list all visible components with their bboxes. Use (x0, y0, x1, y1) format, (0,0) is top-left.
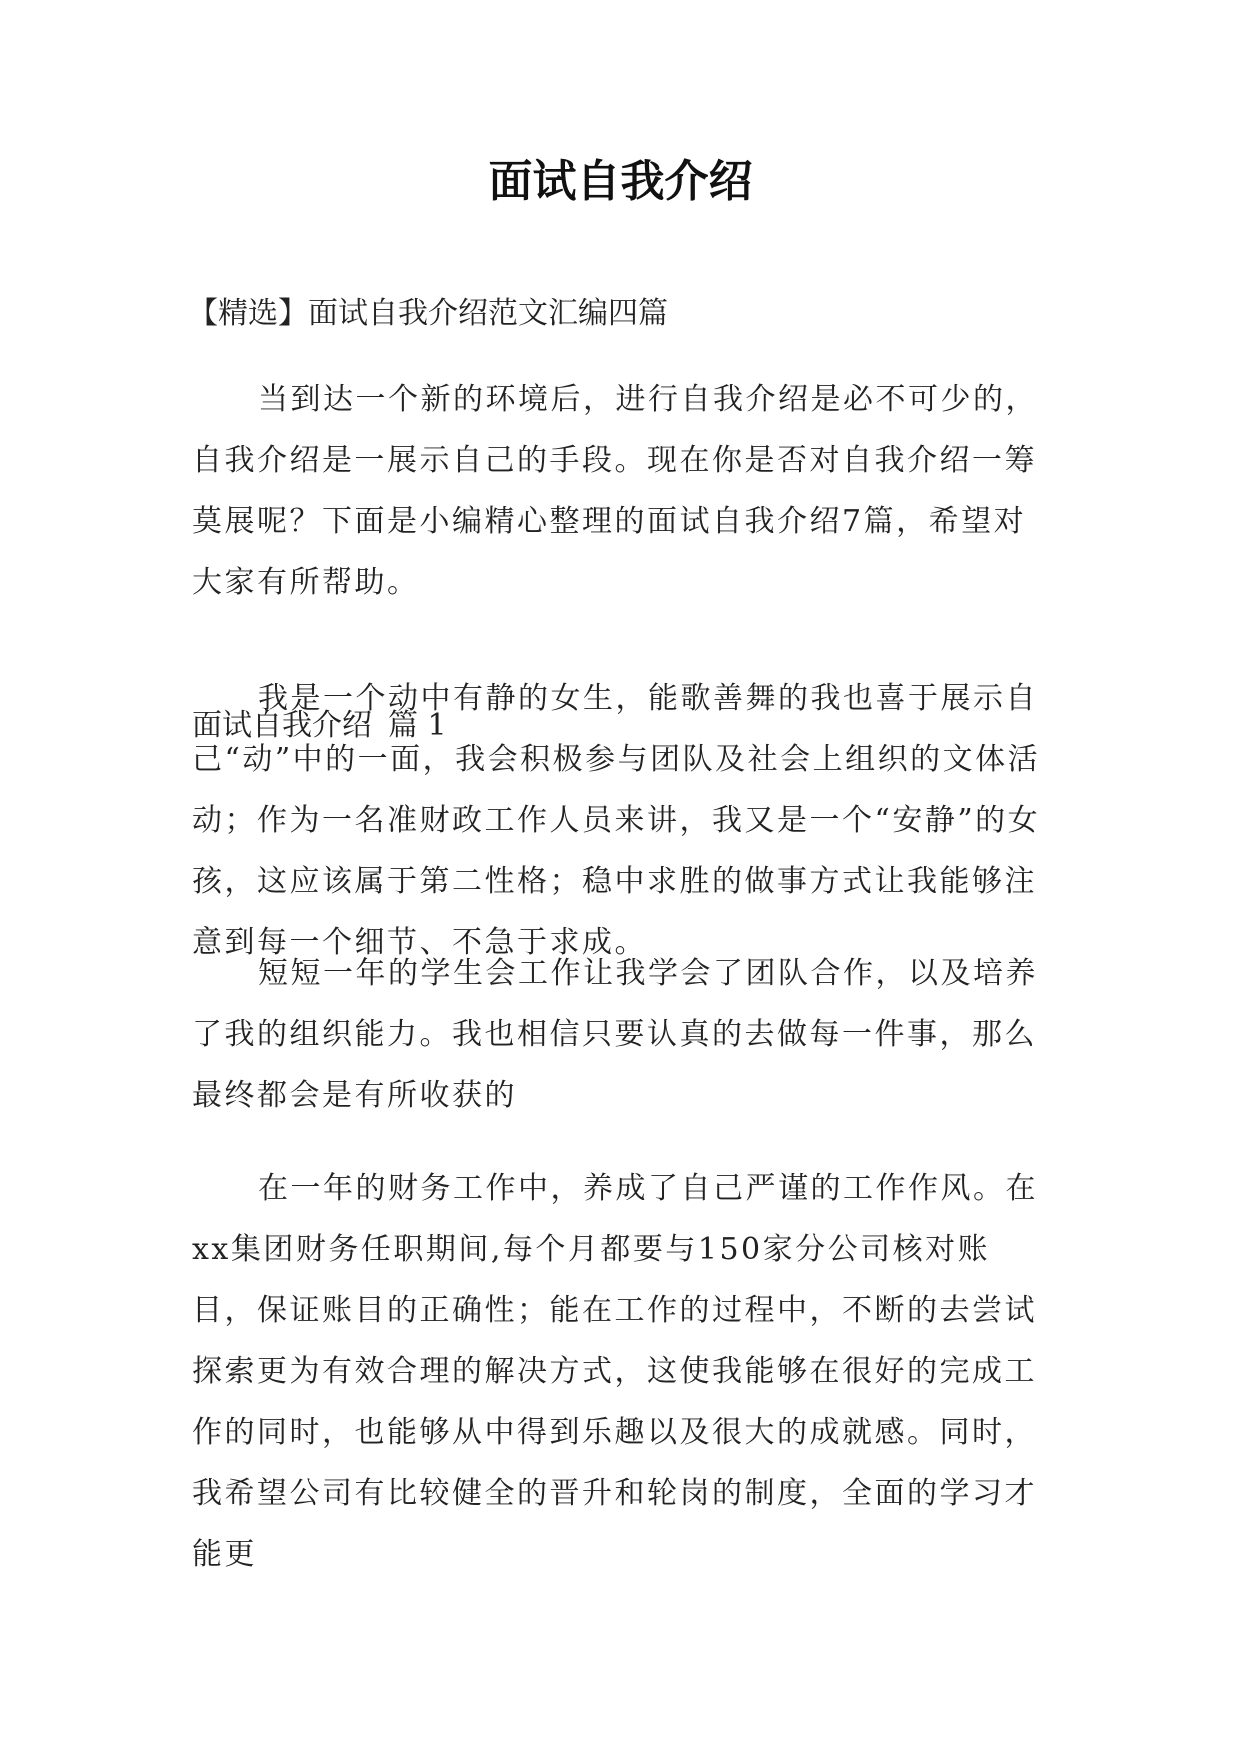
document-title: 面试自我介绍 (488, 156, 753, 207)
section-paragraph-1: 我是一个动中有静的女生，能歌善舞的我也喜于展示自己“动”中的一面，我会积极参与团队及社会上组织的文体活动；作为一名准财政工作人员来讲，我又是一个“安静”的女孩，这应该属于第二性格；稳中求胜的做事方式让我能够注意到每一个细节、不急于求成。 (192, 681, 1041, 960)
intro-paragraph: 当到达一个新的环境后，进行自我介绍是必不可少的，自我介绍是一展示自己的手段。现在你是否对自我介绍一筹莫展呢？下面是小编精心整理的面试自我介绍7篇，希望对大家有所帮助。 (192, 382, 1038, 600)
document-subtitle: 【精选】面试自我介绍范文汇编四篇 (188, 296, 668, 331)
section-paragraph-3: 在一年的财务工作中，养成了自己严谨的工作作风。在xx集团财务任职期间,每个月都要与150家分公司核对账目，保证账目的正确性；能在工作的过程中，不断的去尝试探索更为有效合理的解决方式，这使我能够在很好的完成工作的同时，也能够从中得到乐趣以及很大的成就感。同时，我希望公司有比较健全的晋升和轮岗的制度，全面的学习才能更 (192, 1171, 1038, 1572)
section-paragraph-2: 短短一年的学生会工作让我学会了团队合作，以及培养了我的组织能力。我也相信只要认真的去做每一件事，那么最终都会是有所收获的 (192, 956, 1038, 1113)
section-heading-number: 篇 1 (388, 708, 447, 743)
section-heading-label: 面试自我介绍 (192, 708, 372, 743)
